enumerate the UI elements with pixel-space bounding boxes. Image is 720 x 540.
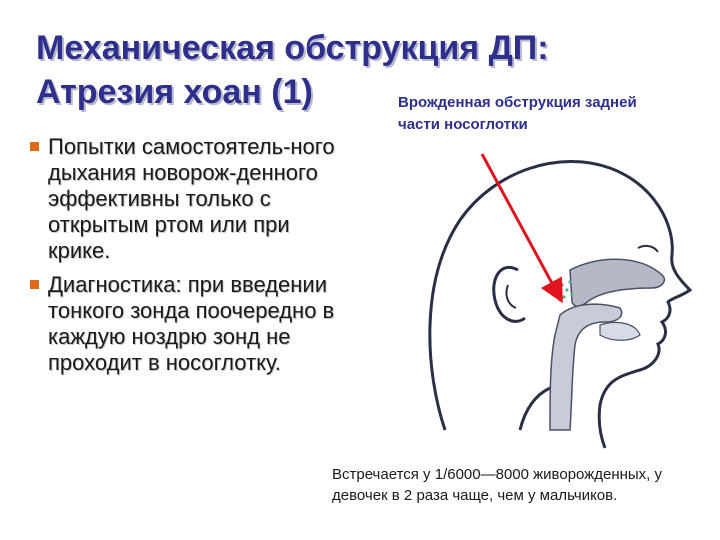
prevalence-note: Встречается у 1/6000—8000 живорожденных, у девочек в 2 раза чаще, чем у мальчиков. (332, 466, 663, 504)
bullet-item (28, 134, 358, 264)
nasal-cavity (570, 259, 664, 306)
title-line-1: Механическая обструкция ДП: (36, 29, 549, 67)
bullet-list (28, 134, 358, 384)
callout-label: Врожденная обструкция задней части носоглотки (398, 94, 637, 133)
square-bullet-icon (30, 142, 39, 151)
bullet-text: Диагностика: при введении тонкого зонда поочередно в каждую ноздрю зонд не проходит в носоглотку. (48, 272, 335, 375)
red-pointer-arrow (470, 148, 580, 308)
bullet-text: Попытки самостоятель-ного дыхания новорож-денного эффективны только с открытым ртом или при крике. (48, 134, 335, 263)
bullet-item (28, 272, 358, 376)
square-bullet-icon (30, 280, 39, 289)
title-line-2: Атрезия хоан (1) (36, 73, 313, 111)
